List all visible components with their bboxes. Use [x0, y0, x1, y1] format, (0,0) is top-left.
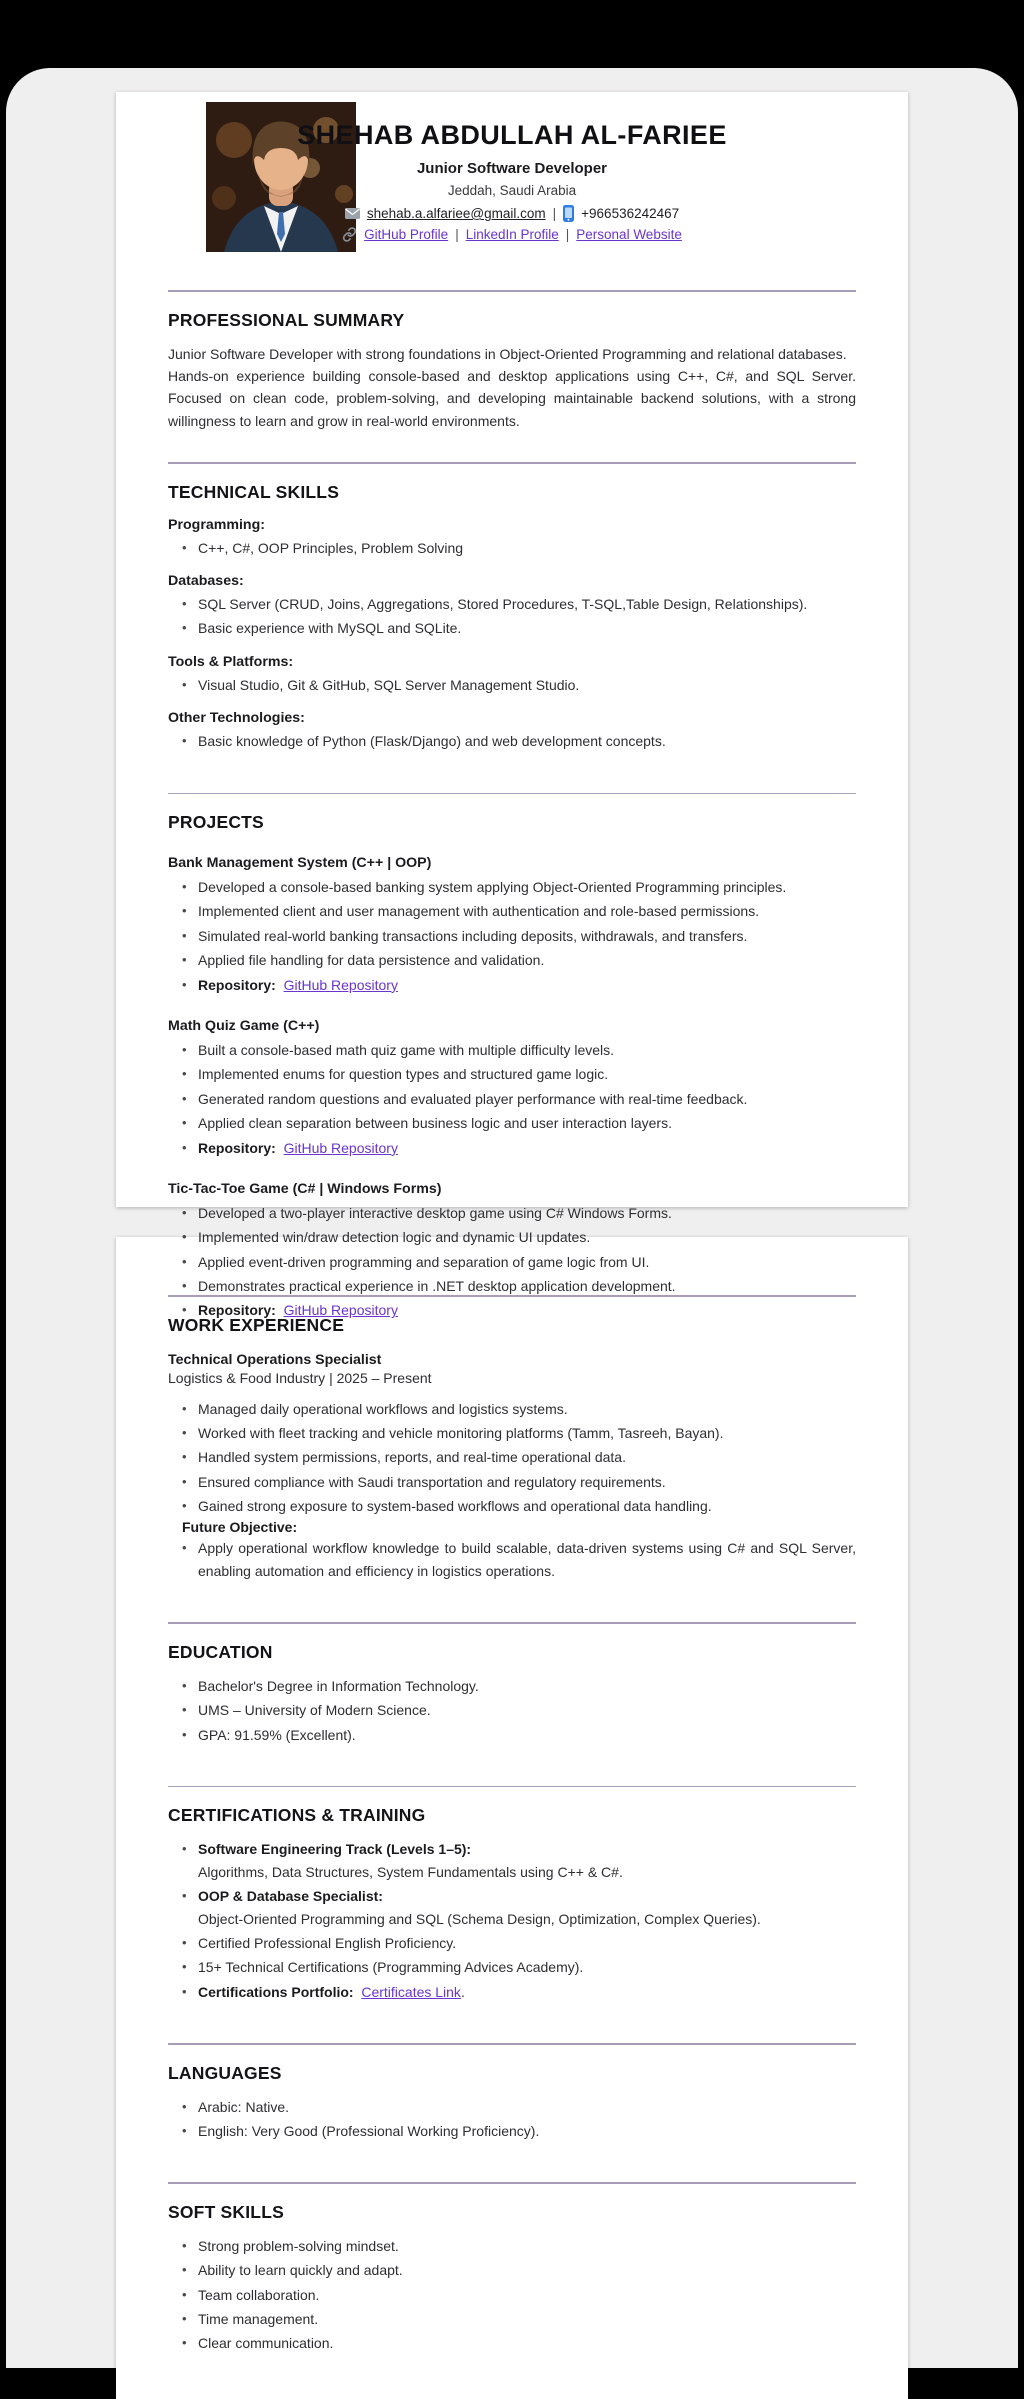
list-item: • Demonstrates practical experience in .NET desktop application development.: [168, 1275, 856, 1297]
section-education: [168, 1642, 856, 1746]
section-heading: CERTIFICATIONS & TRAINING: [168, 1805, 426, 1826]
skill-group-label: Tools & Platforms:: [168, 653, 294, 670]
github-repository-link[interactable]: GitHub Repository: [283, 976, 398, 993]
list-item: • Clear communication.: [168, 2332, 856, 2354]
list-item: • Time management.: [168, 2308, 856, 2330]
skill-list: [168, 674, 856, 696]
summary-paragraph: Hands-on experience building console-based and desktop applications using C++, C#, and SQL Server. Focused on clean code, problem-solving, and developing maintainable backend solutions, with a strong willingness to learn and grow in real-world environments.: [168, 367, 856, 429]
list-item: • Ensured compliance with Saudi transportation and regulatory requirements.: [168, 1471, 856, 1493]
section-divider: [168, 2182, 856, 2184]
personal-website-link[interactable]: Personal Website: [576, 227, 682, 242]
list-item: • Managed daily operational workflows and logistics systems.: [168, 1398, 856, 1420]
job-meta: Logistics & Food Industry | 2025 – Present: [168, 1369, 432, 1386]
section-divider: [168, 1295, 856, 1297]
project-title: Bank Management System (C++ | OOP): [168, 855, 432, 872]
list-item: • C++, C#, OOP Principles, Problem Solving: [168, 537, 856, 559]
section-technical-skills: [168, 482, 856, 753]
candidate-location: Jeddah, Saudi Arabia: [447, 183, 577, 198]
project-bank-management: [168, 855, 856, 996]
certification-title: • OOP & Database Specialist:: [198, 1888, 383, 1905]
skill-group-label: Databases:: [168, 572, 244, 589]
list-item: • UMS – University of Modern Science.: [168, 1699, 856, 1721]
education-bullets: [168, 1675, 856, 1746]
certification-item: • 15+ Technical Certifications (Programming Advices Academy).: [168, 1956, 856, 1978]
list-item: • Bachelor's Degree in Information Technology.: [168, 1675, 856, 1697]
list-item: • Handled system permissions, reports, and real-time operational data.: [168, 1446, 856, 1468]
certificates-link[interactable]: Certificates Link: [361, 1983, 461, 2000]
list-item: • Visual Studio, Git & GitHub, SQL Server Management Studio.: [168, 674, 856, 696]
certification-item: [168, 1885, 856, 1930]
section-heading: PROFESSIONAL SUMMARY: [168, 309, 405, 330]
section-divider: [168, 1622, 856, 1624]
section-soft-skills: [168, 2202, 856, 2355]
experience-bullets: [168, 1398, 856, 1518]
list-item: • Applied event-driven programming and separation of game logic from UI.: [168, 1251, 856, 1273]
list-item: • Built a console-based math quiz game with multiple difficulty levels.: [168, 1039, 856, 1061]
project-bullets: [168, 876, 856, 972]
section-heading: PROJECTS: [168, 812, 264, 833]
list-item: • Strong problem-solving mindset.: [168, 2235, 856, 2257]
future-objective-bullet: • Apply operational workflow knowledge to build scalable, data-driven systems using C# and SQL Server, enabling automation and efficiency in logistics operations.: [168, 1537, 856, 1582]
certification-detail: Object-Oriented Programming and SQL (Schema Design, Optimization, Complex Queries).: [198, 1910, 761, 1927]
repository-row: [168, 974, 856, 996]
list-item: • Simulated real-world banking transactions including deposits, withdrawals, and transfers.: [168, 925, 856, 947]
linkedin-profile-link[interactable]: LinkedIn Profile: [465, 227, 559, 242]
skill-list: [168, 593, 856, 640]
candidate-name: SHEHAB ABDULLAH AL-FARIEE: [297, 120, 727, 150]
section-divider: [168, 290, 856, 292]
header-text-block: [168, 100, 856, 242]
section-divider: [168, 2043, 856, 2045]
list-item: • Applied file handling for data persistence and validation.: [168, 949, 856, 971]
email-link[interactable]: shehab.a.alfariee@gmail.com: [366, 206, 546, 221]
section-heading: SOFT SKILLS: [168, 2201, 284, 2222]
project-math-quiz: [168, 1018, 856, 1159]
list-item: • Arabic: Native.: [168, 2096, 856, 2118]
resume-page-2: [116, 1237, 908, 2399]
list-item: • GPA: 91.59% (Excellent).: [168, 1724, 856, 1746]
github-repository-link[interactable]: GitHub Repository: [283, 1302, 398, 1319]
repository-row: [168, 1137, 856, 1159]
certification-portfolio-row: [168, 1981, 856, 2003]
repository-row: [168, 1299, 856, 1321]
list-item: • Team collaboration.: [168, 2284, 856, 2306]
certification-title: • Software Engineering Track (Levels 1–5):: [198, 1841, 472, 1858]
job-title: Technical Operations Specialist: [168, 1351, 382, 1368]
skill-group-label: Programming:: [168, 516, 265, 533]
repository-label: Repository:: [198, 976, 276, 993]
project-bullets: [168, 1039, 856, 1135]
section-heading: TECHNICAL SKILLS: [168, 481, 340, 502]
certification-detail: Algorithms, Data Structures, System Fundamentals using C++ & C#.: [198, 1863, 623, 1880]
skill-group-label: Other Technologies:: [168, 710, 305, 727]
section-work-experience: [168, 1315, 856, 1583]
future-objective-label: Future Objective:: [182, 1519, 298, 1536]
portfolio-label: Certifications Portfolio:: [198, 1983, 354, 2000]
github-profile-link[interactable]: GitHub Profile: [364, 227, 449, 242]
project-tic-tac-toe: [168, 1181, 856, 1322]
list-item: • Basic experience with MySQL and SQLite.: [168, 617, 856, 639]
list-item: • Implemented client and user management with authentication and role-based permissions.: [168, 900, 856, 922]
contact-separator: |: [552, 206, 557, 221]
section-heading: LANGUAGES: [168, 2062, 282, 2083]
soft-skill-bullets: [168, 2235, 856, 2355]
section-certifications: [168, 1805, 856, 2003]
list-item: • Basic knowledge of Python (Flask/Django) and web development concepts.: [168, 730, 856, 752]
skill-list: [168, 730, 856, 752]
section-heading: WORK EXPERIENCE: [168, 1314, 345, 1335]
link-icon: [342, 227, 357, 242]
links-separator: |: [565, 227, 570, 242]
list-item: • Worked with fleet tracking and vehicle monitoring platforms (Tamm, Tasreeh, Bayan).: [168, 1422, 856, 1444]
list-item: • Generated random questions and evaluated player performance with real-time feedback.: [168, 1088, 856, 1110]
summary-paragraph: Junior Software Developer with strong foundations in Object-Oriented Programming and relational databases.: [168, 345, 847, 362]
mobile-phone-icon: [563, 205, 574, 222]
project-title: Tic-Tac-Toe Game (C# | Windows Forms): [168, 1180, 442, 1197]
section-professional-summary: [168, 310, 856, 433]
certification-item: [168, 1838, 856, 1883]
certification-item: • Certified Professional English Proficiency.: [168, 1932, 856, 1954]
portfolio-suffix: .: [460, 1983, 465, 2000]
resume-page-1: [116, 92, 908, 1319]
candidate-title: Junior Software Developer: [416, 160, 608, 177]
list-item: • SQL Server (CRUD, Joins, Aggregations, Stored Procedures, T-SQL,Table Design, Relationships).: [168, 593, 856, 615]
list-item: • English: Very Good (Professional Working Proficiency).: [168, 2120, 856, 2142]
section-projects: [168, 812, 856, 1322]
section-divider: [168, 793, 856, 795]
repository-label: Repository:: [198, 1139, 276, 1156]
profile-links-row: [168, 227, 856, 242]
envelope-icon: [345, 208, 360, 219]
section-divider: [168, 462, 856, 464]
skill-list: [168, 537, 856, 559]
list-item: • Gained strong exposure to system-based workflows and operational data handling.: [168, 1495, 856, 1517]
list-item: • Ability to learn quickly and adapt.: [168, 2259, 856, 2281]
list-item: • Implemented win/draw detection logic and dynamic UI updates.: [168, 1226, 856, 1248]
list-item: • Applied clean separation between business logic and user interaction layers.: [168, 1112, 856, 1134]
github-repository-link[interactable]: GitHub Repository: [283, 1139, 398, 1156]
repository-label: Repository:: [198, 1302, 276, 1319]
list-item: • Developed a two-player interactive desktop game using C# Windows Forms.: [168, 1202, 856, 1224]
list-item: • Developed a console-based banking system applying Object-Oriented Programming principles.: [168, 876, 856, 898]
contact-row: [168, 205, 856, 222]
links-separator: |: [455, 227, 459, 242]
project-title: Math Quiz Game (C++): [168, 1017, 320, 1034]
phone-number: +966536242467: [581, 206, 680, 221]
language-bullets: [168, 2096, 856, 2143]
list-item: • Implemented enums for question types and structured game logic.: [168, 1063, 856, 1085]
document-viewer-panel: [6, 68, 1018, 2368]
resume-header: [168, 100, 856, 258]
section-heading: EDUCATION: [168, 1641, 273, 1662]
section-languages: [168, 2063, 856, 2143]
section-divider: [168, 1786, 856, 1788]
